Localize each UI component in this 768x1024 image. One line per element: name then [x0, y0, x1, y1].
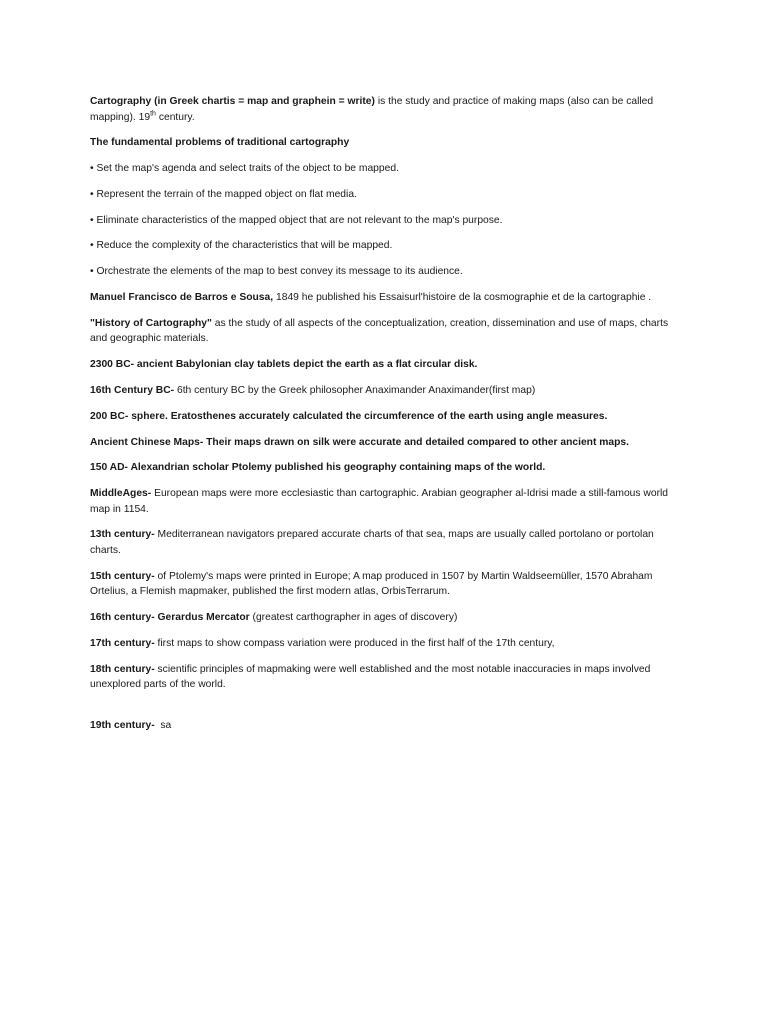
paragraph-intro: [90, 94, 680, 125]
history-text: as the study of all aspects of the conceptualization, creation, dissemination and use of maps, charts and geographic materials.: [90, 317, 669, 345]
chinese-term: Ancient Chinese Maps- Their maps drawn on silk were accurate and detailed compared to other ancient maps.: [90, 436, 630, 448]
19c-term: 19th century-: [90, 719, 155, 731]
paragraph-18th-century: [90, 662, 680, 693]
18c-term: 18th century-: [90, 663, 155, 675]
middleages-term: MiddleAges-: [90, 488, 152, 500]
18c-text: scientific principles of mapmaking were well established and the most notable inaccuracies in maps involved unexplored parts of the world.: [90, 663, 651, 691]
15c-term: 15th century-: [90, 570, 155, 582]
200bc-term: 200 BC- sphere. Eratosthenes accurately calculated the circumference of the earth using angle measures.: [90, 410, 608, 422]
bullet-item: • Set the map's agenda and select traits of the object to be mapped.: [90, 163, 399, 175]
heading-fundamental-problems: [90, 135, 680, 151]
17c-term: 17th century-: [90, 637, 155, 649]
16c-term: 16th century- Gerardus Mercator: [90, 612, 250, 624]
paragraph-2300bc: [90, 357, 680, 373]
paragraph-16th-century-bc: [90, 383, 680, 399]
paragraph-middle-ages: [90, 486, 680, 517]
paragraph-150ad: [90, 460, 680, 476]
sousa-term: Manuel Francisco de Barros e Sousa,: [90, 292, 274, 304]
paragraph-15th-century: [90, 569, 680, 600]
intro-superscript: th: [150, 110, 156, 118]
13c-term: 13th century-: [90, 529, 155, 541]
bullet-item: • Orchestrate the elements of the map to best convey its message to its audience.: [90, 266, 463, 278]
intro-text: is the study and practice of making maps (also can be called mapping). 19: [90, 96, 654, 123]
17c-text: first maps to show compass variation were produced in the first half of the 17th century,: [154, 637, 555, 649]
history-term: "History of Cartography": [90, 317, 212, 329]
intro-term: Cartography (in Greek chartis = map and graphein = write): [90, 96, 375, 107]
bullet-item: • Reduce the complexity of the characteristics that will be mapped.: [90, 240, 393, 252]
document-body: [90, 94, 680, 743]
16bc-term: 16th Century BC-: [90, 384, 175, 396]
sousa-text: 1849 he published his Essaisurl'histoire de la cosmographie et de la cartographie .: [273, 292, 652, 304]
16bc-text: 6th century BC by the Greek philosopher Anaximander Anaximander(first map): [174, 384, 536, 396]
paragraph-17th-century: [90, 636, 680, 652]
paragraph-history: [90, 316, 680, 347]
heading-text: The fundamental problems of traditional cartography: [90, 137, 350, 149]
paragraph-ancient-chinese-maps: [90, 435, 680, 451]
intro-tail: century.: [155, 111, 195, 123]
paragraph-19th-century: [90, 718, 680, 734]
150ad-term: 150 AD- Alexandrian scholar Ptolemy published his geography containing maps of the world.: [90, 462, 546, 474]
paragraph-sousa: [90, 290, 680, 306]
paragraph-13th-century: [90, 527, 680, 558]
paragraph-200bc: [90, 409, 680, 425]
middleages-text: European maps were more ecclesiastic than cartographic. Arabian geographer al-Idrisi made a still-famous world map in 1154.: [90, 488, 669, 515]
2300bc-term: 2300 BC- ancient Babylonian clay tablets depict the earth as a flat circular disk.: [90, 359, 478, 371]
15c-text: of Ptolemy's maps were printed in Europe; A map produced in 1507 by Martin Waldseemüller, 1570 Abraham Ortelius, a Flemish mapmaker, published the first modern atlas, OrbisTerrarum.: [90, 570, 653, 598]
16c-text: (greatest carthographer in ages of discovery): [249, 612, 458, 624]
13c-text: Mediterranean navigators prepared accurate charts of that sea, maps are usually called portolano or portolan charts.: [90, 529, 654, 556]
paragraph-16th-century: [90, 610, 680, 626]
19c-text: sa: [154, 719, 172, 731]
bullet-item: • Represent the terrain of the mapped object on flat media.: [90, 188, 357, 200]
bullet-item: • Eliminate characteristics of the mapped object that are not relevant to the map's purpose.: [90, 214, 503, 226]
